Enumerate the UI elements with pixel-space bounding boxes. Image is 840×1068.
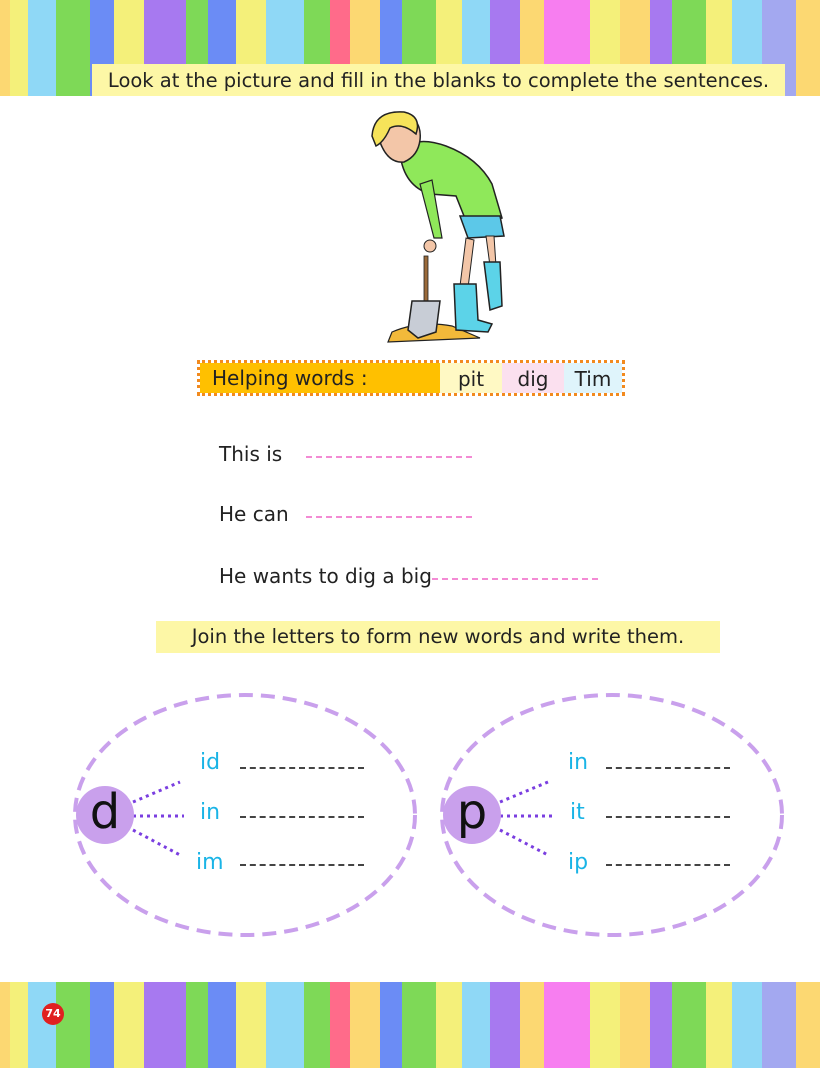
ending-p-1: in (568, 750, 589, 775)
write-line-d-2[interactable] (240, 816, 364, 818)
ending-p-2: it (570, 800, 585, 825)
sentence-3: He wants to dig a big (219, 564, 432, 588)
helping-words-label: Helping words : (200, 363, 440, 393)
page-number-badge: 74 (42, 1003, 64, 1025)
join-letters-banner: Join the letters to form new words and write them. (156, 621, 720, 653)
bottom-stripe-border (0, 982, 840, 1068)
sentence-2: He can (219, 502, 289, 526)
write-line-p-3[interactable] (606, 864, 730, 866)
ending-p-3: ip (568, 850, 589, 875)
write-line-p-1[interactable] (606, 767, 730, 769)
helping-word-pit: pit (440, 363, 502, 393)
helping-word-tim: Tim (564, 363, 622, 393)
ending-d-3: im (196, 850, 224, 875)
write-line-p-2[interactable] (606, 816, 730, 818)
ending-d-1: id (200, 750, 221, 775)
ending-d-2: in (200, 800, 221, 825)
write-line-d-3[interactable] (240, 864, 364, 866)
write-line-d-1[interactable] (240, 767, 364, 769)
letter-d: d (76, 786, 134, 844)
letter-p: p (443, 786, 501, 844)
sentence-1: This is (219, 442, 283, 466)
helping-word-dig: dig (502, 363, 564, 393)
instruction-banner: Look at the picture and fill in the blanks to complete the sentences. (92, 64, 785, 96)
